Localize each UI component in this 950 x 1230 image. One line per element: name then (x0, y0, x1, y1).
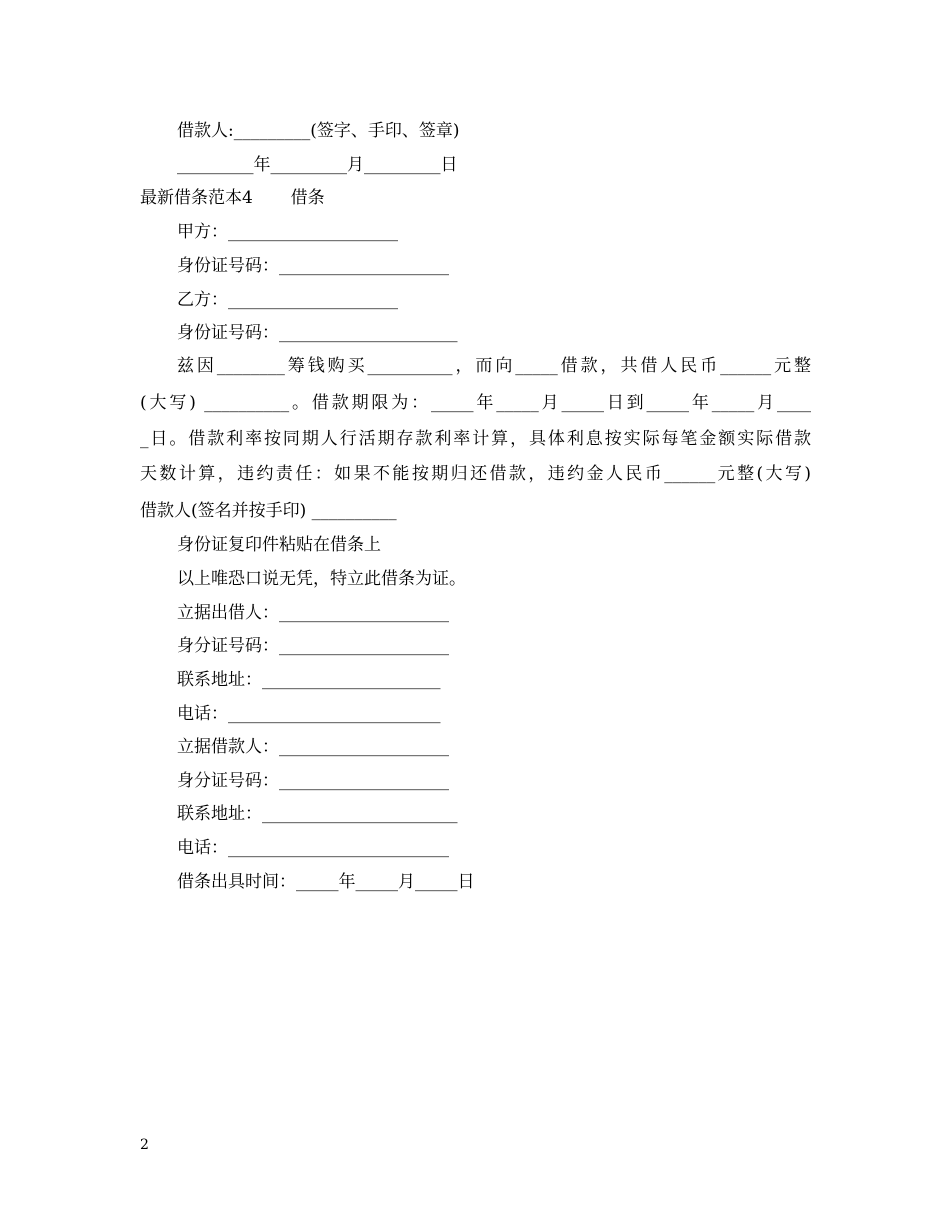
body-paragraph-line: 兹因________筹钱购买__________，而向_____借款，共借人民币______元整 (177, 356, 811, 376)
id-copy-note: 身份证复印件粘贴在借条上 (177, 535, 381, 555)
party-b-id-line: 身份证号码：_____________________ (177, 323, 458, 343)
party-a-id-line: 身份证号码：____________________ (177, 256, 449, 276)
borrower-id-line: 身分证号码：____________________ (177, 771, 449, 791)
borrower-phone-line: 电话：__________________________ (177, 838, 449, 858)
lender-address-line: 联系地址：_____________________ (177, 670, 441, 690)
statement-line: 以上唯恐口说无凭，特立此借条为证。 (177, 569, 466, 589)
section-heading: 最新借条范本4 借条 (140, 188, 325, 208)
body-paragraph-line: (大写) __________。借款期限为：_____年_____月_____日到_____年_____月____ (140, 393, 811, 413)
party-b-line: 乙方：____________________ (177, 290, 398, 310)
page-number: 2 (140, 1137, 149, 1153)
lender-line: 立据出借人：____________________ (177, 603, 449, 623)
borrower-line: 立据借款人：____________________ (177, 737, 449, 757)
borrower-sign-line: 借款人(签名并按手印) __________ (140, 501, 397, 521)
borrower-address-line: 联系地址：_______________________ (177, 804, 458, 824)
date-line: _________年_________月_________日 (177, 155, 458, 175)
issue-date-line: 借条出具时间：_____年_____月_____日 (177, 872, 475, 892)
body-paragraph-line: _日。借款利率按同期人行活期存款利率计算，具体利息按实际每笔金额实际借款 (140, 429, 811, 449)
body-paragraph-line: 天数计算，违约责任：如果不能按期归还借款，违约金人民币______元整(大写) (140, 464, 811, 484)
lender-id-line: 身分证号码：____________________ (177, 636, 449, 656)
borrower-signature-line: 借款人:_________(签字、手印、签章) (177, 121, 460, 141)
lender-phone-line: 电话：_________________________ (177, 704, 441, 724)
party-a-line: 甲方：____________________ (177, 222, 398, 242)
